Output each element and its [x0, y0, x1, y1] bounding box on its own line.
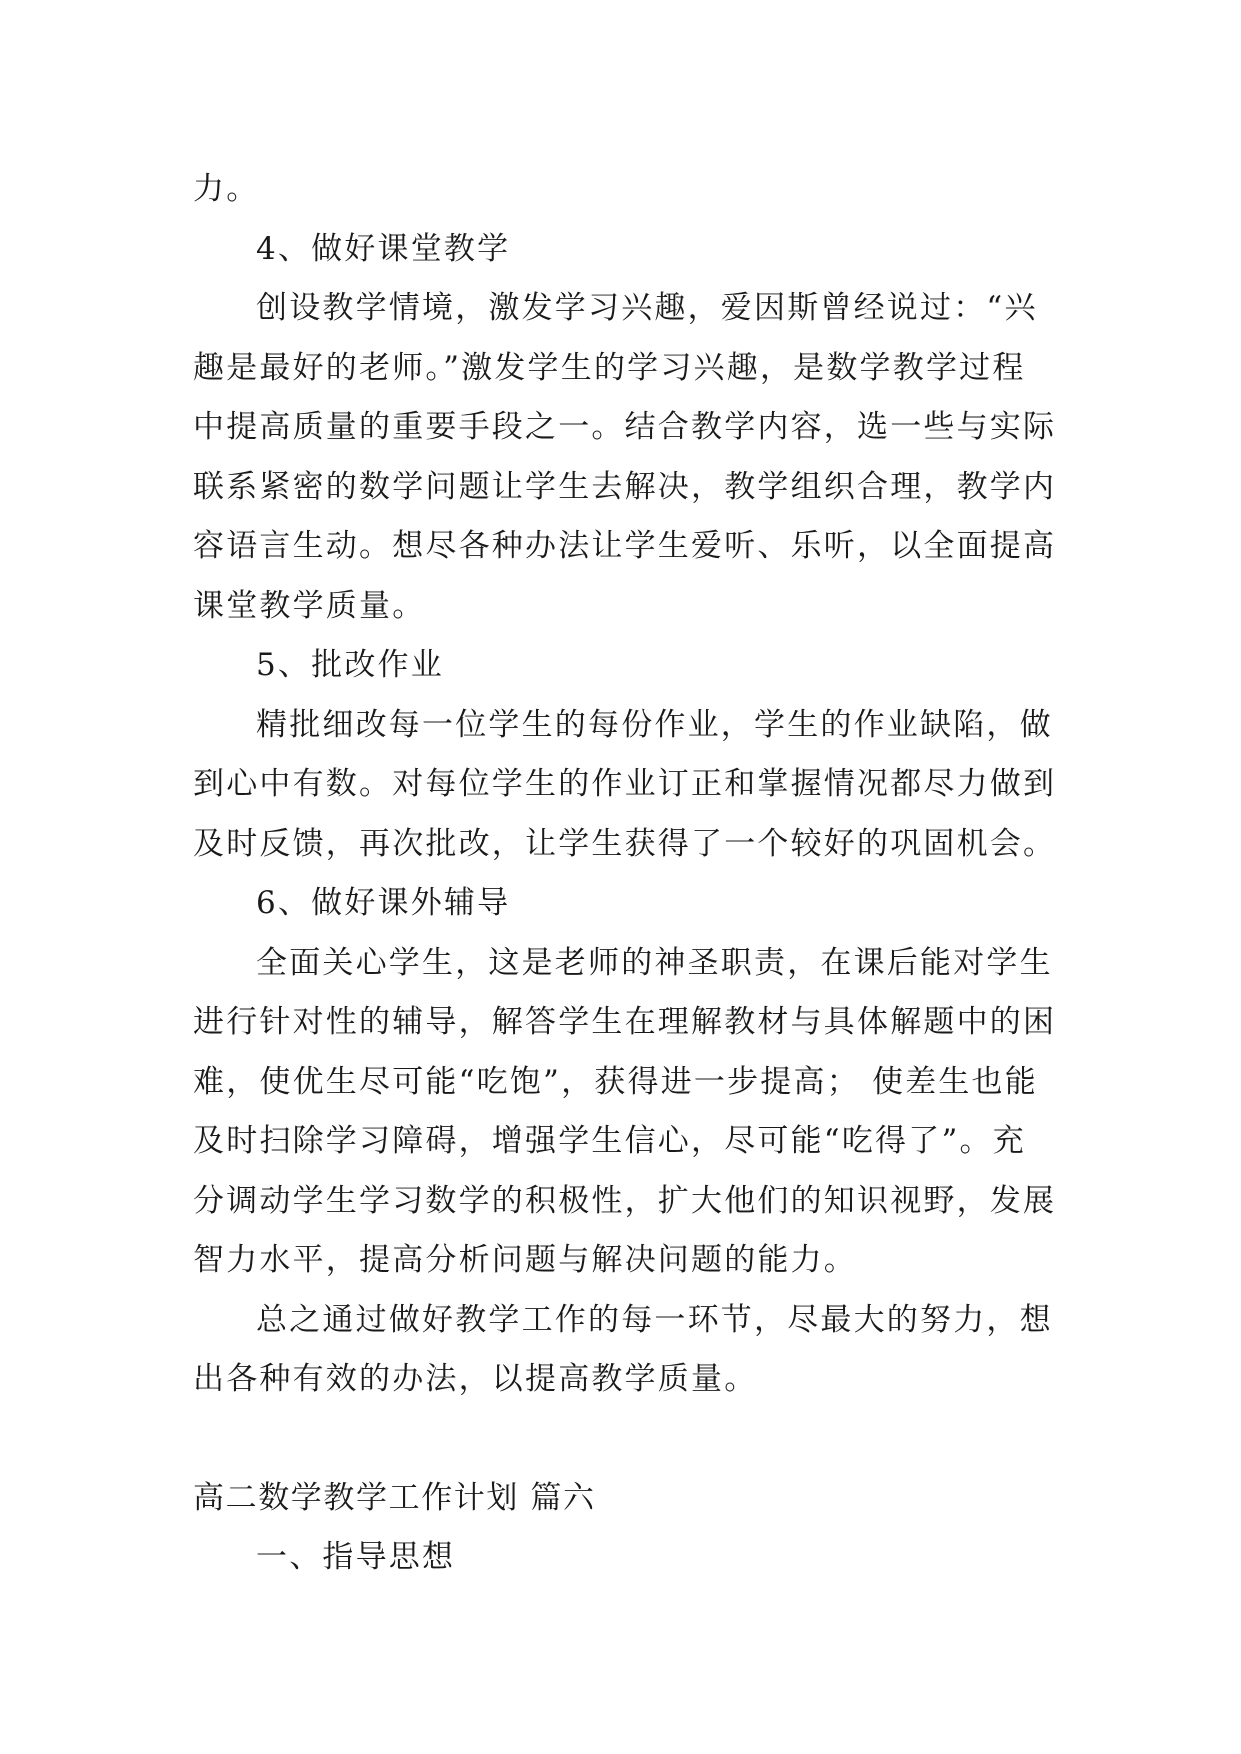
item-heading-6: 6、做好课外辅导	[256, 885, 511, 921]
item-heading-5: 5、批改作业	[256, 647, 444, 683]
paragraph-line: 中提高质量的重要手段之一。结合教学内容，选一些与实际	[193, 409, 1057, 445]
paragraph-line: 分调动学生学习数学的积极性，扩大他们的知识视野，发展	[193, 1182, 1057, 1219]
paragraph-line: 难，使优生尽可能“吃饱”，获得进一步提高； 使差生也能	[193, 1063, 1038, 1100]
paragraph-line: 到心中有数。对每位学生的作业订正和掌握情况都尽力做到	[193, 766, 1057, 802]
item-heading-4: 4、做好课堂教学	[256, 230, 511, 267]
paragraph-line: 联系紧密的数学问题让学生去解决，教学组织合理，教学内	[193, 468, 1057, 505]
paragraph-line: 课堂教学质量。	[193, 587, 426, 624]
paragraph-line: 精批细改每一位学生的每份作业，学生的作业缺陷，做	[256, 706, 1053, 743]
section-title: 高二数学教学工作计划 篇六	[193, 1479, 596, 1516]
text-line: 力。	[193, 171, 260, 207]
subheading: 一、指导思想	[256, 1539, 456, 1575]
paragraph-line: 全面关心学生，这是老师的神圣职责，在课后能对学生	[256, 944, 1053, 981]
paragraph-line: 智力水平，提高分析问题与解决问题的能力。	[193, 1242, 857, 1278]
paragraph-line: 容语言生动。想尽各种办法让学生爱听、乐听，以全面提高	[193, 528, 1057, 564]
section-gap	[193, 1410, 1073, 1469]
paragraph-line: 及时反馈，再次批改，让学生获得了一个较好的巩固机会。	[193, 825, 1057, 862]
paragraph-line: 进行针对性的辅导，解答学生在理解教材与具体解题中的困	[193, 1004, 1057, 1040]
paragraph-line: 及时扫除学习障碍，增强学生信心，尽可能“吃得了”。充	[193, 1123, 1026, 1159]
paragraph-line: 出各种有效的办法，以提高教学质量。	[193, 1361, 758, 1397]
paragraph-line: 创设教学情境，激发学习兴趣，爱因斯曾经说过：“兴	[256, 290, 1038, 326]
document-body	[193, 160, 1073, 1588]
paragraph-line: 总之通过做好教学工作的每一环节，尽最大的努力，想	[256, 1301, 1053, 1338]
paragraph-line: 趣是最好的老师。”激发学生的学习兴趣，是数学教学过程	[193, 349, 1026, 386]
